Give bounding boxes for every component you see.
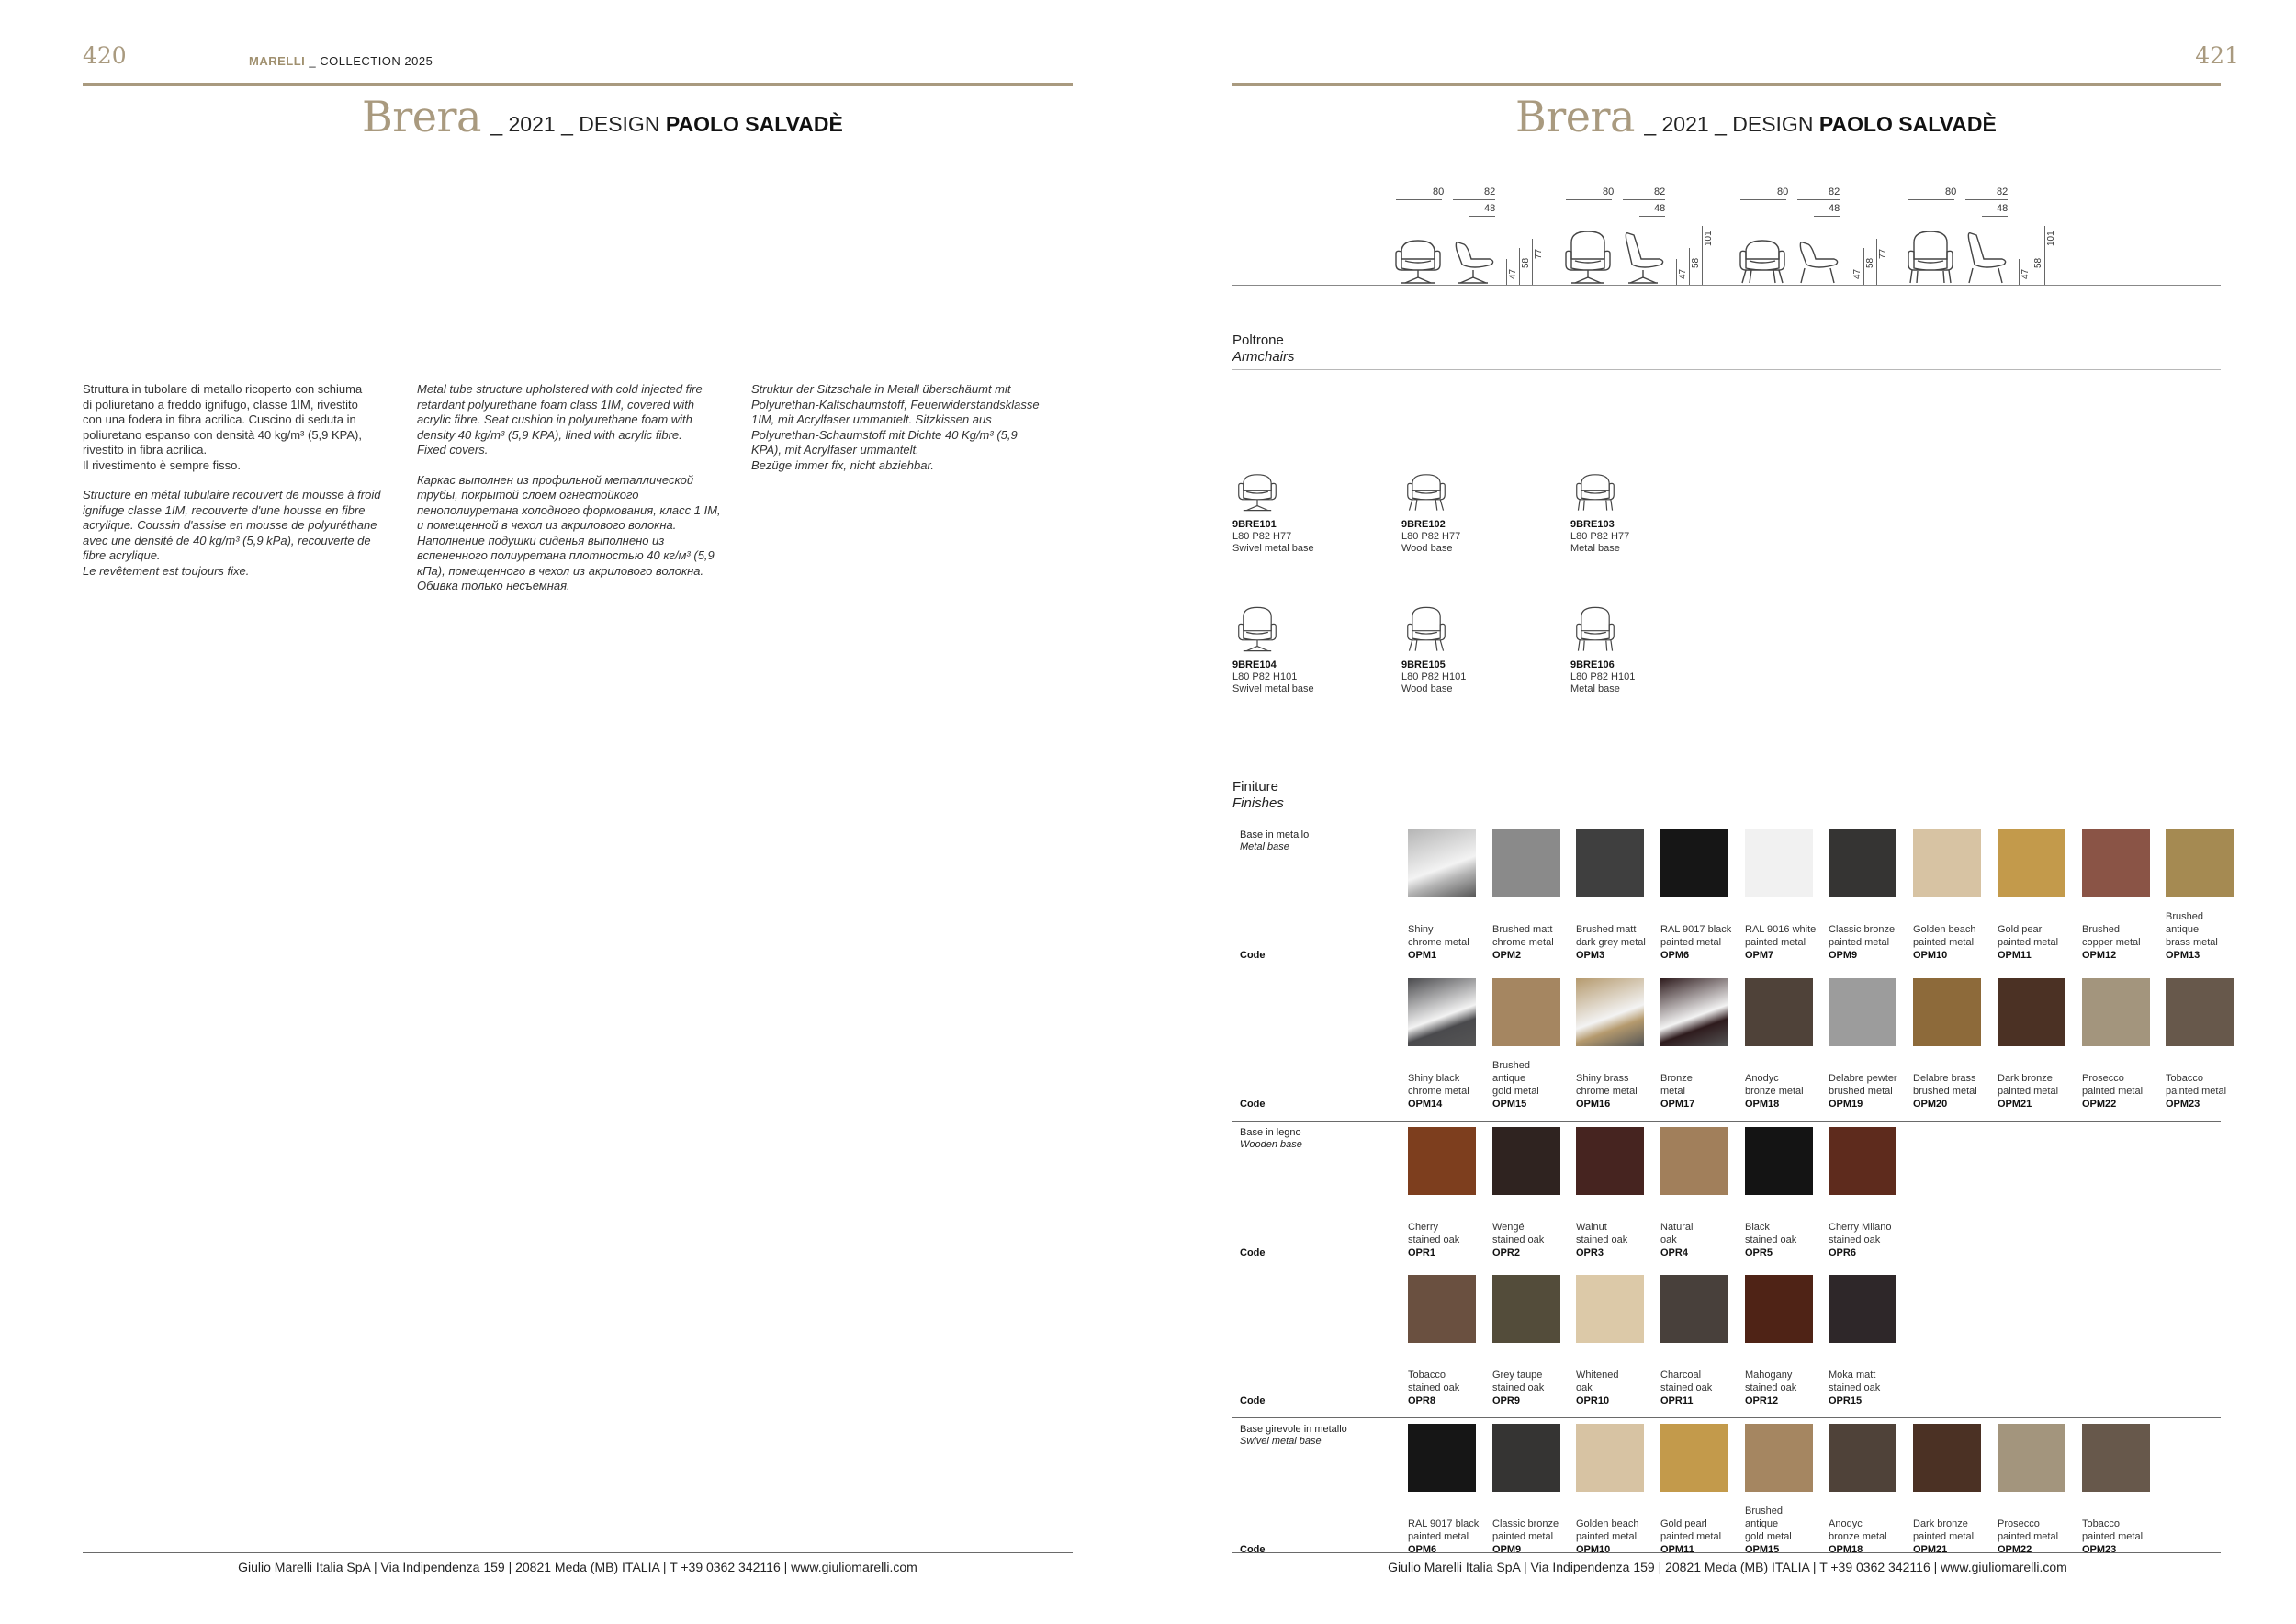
code-label: Code: [1240, 950, 1266, 961]
finish-code: OPM17: [1660, 1099, 1695, 1110]
finish-code: OPM3: [1576, 950, 1605, 961]
finish-code: OPM15: [1745, 1544, 1780, 1555]
finish-name: Brushed matt chrome metal: [1492, 924, 1554, 948]
product-name: Brera: [1515, 92, 1635, 141]
finish-swatch: [2082, 978, 2150, 1046]
finish-swatch: [1492, 1275, 1560, 1343]
brand-name: MARELLI: [249, 54, 306, 68]
finish-name: Tobacco painted metal: [2166, 1073, 2227, 1097]
finish-name: Prosecco painted metal: [1998, 1518, 2059, 1542]
finish-name: Brushed antique gold metal: [1745, 1506, 1792, 1542]
product-card: [1570, 464, 1708, 555]
dimension-group: [1566, 184, 1740, 287]
finish-group-rule: [1232, 1121, 2221, 1122]
finish-name: Charcoal stained oak: [1660, 1370, 1713, 1393]
product-code: 9BRE105: [1401, 660, 1446, 671]
finish-code: OPM23: [2082, 1544, 2117, 1555]
armchairs-title-it: Poltrone: [1232, 333, 1284, 348]
finish-code: OPM2: [1492, 950, 1522, 961]
finish-name: Brushed matt dark grey metal: [1576, 924, 1646, 948]
product-card: [1401, 604, 1539, 695]
description-french: Structure en métal tubulaire recouvert de mousse à froid ignifuge classe 1IM, recouverte d'une housse en fibre acrylique. Coussin d'assise en mousse de polyuréthane avec une densité de 40 kg/m³ (5,9 kPa), recouverte de fibre acrylique. Le revêtement est toujours fixe.: [83, 488, 381, 578]
finish-group-label-it: Base in metallo: [1240, 829, 1310, 840]
finish-swatch: [1829, 829, 1896, 897]
finish-code: OPR15: [1829, 1395, 1863, 1406]
finish-name: Black stained oak: [1745, 1222, 1797, 1246]
height-line: [1676, 259, 1677, 285]
finish-group-label: [1240, 829, 1309, 853]
armchair-icon: [1232, 464, 1370, 513]
width-value: 80: [1945, 186, 1957, 197]
finish-name: Brushed antique brass metal: [2166, 911, 2218, 948]
finish-code: OPM1: [1408, 950, 1437, 961]
finish-name: Tobacco stained oak: [1408, 1370, 1460, 1393]
footer-rule: [83, 1552, 1073, 1553]
finish-name: Shiny chrome metal: [1408, 924, 1469, 948]
finish-swatch: [1492, 978, 1560, 1046]
finish-name: Anodyc bronze metal: [1829, 1518, 1887, 1542]
height-value: 47: [1852, 268, 1863, 279]
height-value: 58: [2033, 257, 2043, 268]
finish-code: OPM21: [1913, 1544, 1948, 1555]
armchairs-rule: [1232, 369, 2221, 370]
product-size: L80 P82 H77: [1570, 531, 1630, 542]
product-title: [362, 92, 843, 141]
code-label: Code: [1240, 1247, 1266, 1258]
finish-name: Wengé stained oak: [1492, 1222, 1545, 1246]
finish-name: Anodyc bronze metal: [1745, 1073, 1804, 1097]
height-value: 47: [2020, 268, 2031, 279]
finish-group-rule: [1232, 1417, 2221, 1418]
armchair-icon: [1570, 464, 1708, 513]
finish-name: Moka matt stained oak: [1829, 1370, 1881, 1393]
product-size: L80 P82 H101: [1401, 671, 1467, 682]
finish-code: OPM10: [1913, 950, 1948, 961]
width-value: 80: [1603, 186, 1615, 197]
description-column-3: [751, 382, 1082, 488]
finish-code: OPR11: [1660, 1395, 1694, 1406]
finish-name: Shiny black chrome metal: [1408, 1073, 1469, 1097]
height-value: 101: [2046, 231, 2056, 246]
finish-swatch: [1408, 1127, 1476, 1195]
finish-group-label-en: Metal base: [1240, 841, 1289, 852]
finish-code: OPM6: [1408, 1544, 1437, 1555]
finish-code: OPM15: [1492, 1099, 1527, 1110]
finish-code: OPM13: [2166, 950, 2200, 961]
chair-front-view-icon: [1901, 228, 1960, 291]
finish-name: Dark bronze painted metal: [1998, 1073, 2059, 1097]
height-line: [1689, 248, 1690, 285]
finish-swatch: [1745, 1424, 1813, 1492]
finish-name: Delabre brass brushed metal: [1913, 1073, 1977, 1097]
seat-depth-value: 48: [1484, 203, 1496, 214]
product-year-design: _ 2021 _ DESIGN: [484, 112, 666, 136]
product-base: Metal base: [1570, 543, 1620, 554]
finish-name: Grey taupe stained oak: [1492, 1370, 1545, 1393]
finish-code: OPM11: [1660, 1544, 1694, 1555]
brand-header: [249, 54, 433, 68]
finish-swatch: [1660, 829, 1728, 897]
finishes-title-it: Finiture: [1232, 779, 1279, 795]
width-line: [1908, 199, 1954, 200]
finish-name: Bronze metal: [1660, 1073, 1693, 1097]
seat-depth-value: 48: [1654, 203, 1666, 214]
seat-depth-value: 48: [1997, 203, 2009, 214]
description-column-1: [83, 382, 413, 593]
finish-code: OPM20: [1913, 1099, 1948, 1110]
armchair-icon: [1401, 464, 1539, 513]
finish-code: OPM12: [2082, 950, 2117, 961]
height-value: 58: [1865, 257, 1875, 268]
finish-name: Delabre pewter brushed metal: [1829, 1073, 1897, 1097]
finish-name: Classic bronze painted metal: [1492, 1518, 1559, 1542]
height-value: 77: [1534, 248, 1544, 259]
height-value: 58: [1521, 257, 1531, 268]
height-line: [1702, 226, 1703, 285]
finish-code: OPR9: [1492, 1395, 1520, 1406]
height-line: [2019, 259, 2020, 285]
finish-code: OPM22: [2082, 1099, 2117, 1110]
depth-value: 82: [1829, 186, 1840, 197]
product-base: Wood base: [1401, 543, 1453, 554]
seat-depth-line: [1469, 216, 1495, 217]
finish-name: Walnut stained oak: [1576, 1222, 1628, 1246]
finish-swatch: [1576, 829, 1644, 897]
finish-group-label-en: Swivel metal base: [1240, 1436, 1322, 1447]
finish-swatch: [1998, 829, 2065, 897]
finish-code: OPR3: [1576, 1247, 1604, 1258]
depth-value: 82: [1484, 186, 1496, 197]
finish-group-label-en: Wooden base: [1240, 1139, 1302, 1150]
product-base: Wood base: [1401, 683, 1453, 694]
footer-contact: Giulio Marelli Italia SpA | Via Indipendenza 159 | 20821 Meda (MB) ITALIA | T +39 0362 342116 | www.giuliomarelli.com: [1388, 1560, 2067, 1574]
footer-contact: Giulio Marelli Italia SpA | Via Indipendenza 159 | 20821 Meda (MB) ITALIA | T +39 0362 342116 | www.giuliomarelli.com: [238, 1560, 917, 1574]
product-code: 9BRE103: [1570, 519, 1615, 530]
width-value: 80: [1433, 186, 1445, 197]
finish-swatch: [1576, 978, 1644, 1046]
height-value: 47: [1678, 268, 1688, 279]
finish-swatch: [1660, 1424, 1728, 1492]
finish-name: Gold pearl painted metal: [1998, 924, 2059, 948]
finish-name: RAL 9017 black painted metal: [1660, 924, 1732, 948]
finish-swatch: [2082, 1424, 2150, 1492]
finish-swatch: [1576, 1275, 1644, 1343]
code-label: Code: [1240, 1395, 1266, 1406]
product-size: L80 P82 H101: [1570, 671, 1636, 682]
height-line: [1506, 259, 1507, 285]
product-card: [1401, 464, 1539, 555]
finish-swatch: [1913, 1424, 1981, 1492]
finish-name: Whitened oak: [1576, 1370, 1619, 1393]
finish-code: OPM10: [1576, 1544, 1611, 1555]
description-russian: Каркас выполнен из профильной металлической трубы, покрытой слоем огнестойкого пенополиуретана холодного формования, класс 1 IM, и помещенной в чехол из акрилового волокна. Наполнение подушки сиденья выполнено из вспененного полиуретана плотностью 40 кг/м³ (5,9 кПа), помещенного в чехол из акрилового волокна. Обивка только несъемная.: [417, 472, 721, 592]
armchairs-title: [1232, 333, 1295, 366]
chair-side-view-icon: [1446, 228, 1504, 291]
designer-name: PAOLO SALVADÈ: [665, 112, 843, 136]
width-line: [1396, 199, 1442, 200]
finish-swatch: [1660, 1275, 1728, 1343]
finish-name: RAL 9016 white painted metal: [1745, 924, 1817, 948]
finish-name: Brushed copper metal: [2082, 924, 2141, 948]
dimension-group: [1908, 184, 2083, 287]
product-year-design: _ 2021 _ DESIGN: [1638, 112, 1819, 136]
finish-code: OPR6: [1829, 1247, 1856, 1258]
finish-code: OPR12: [1745, 1395, 1779, 1406]
finish-swatch: [1829, 978, 1896, 1046]
finish-code: OPM22: [1998, 1544, 2032, 1555]
finish-name: Cherry Milano stained oak: [1829, 1222, 1892, 1246]
product-name: Brera: [362, 92, 481, 141]
finish-swatch: [1576, 1424, 1644, 1492]
product-code: 9BRE102: [1401, 519, 1446, 530]
finish-swatch: [1576, 1127, 1644, 1195]
finish-swatch: [2166, 978, 2234, 1046]
description-column-2: [417, 382, 748, 609]
finish-code: OPM9: [1492, 1544, 1522, 1555]
designer-name: PAOLO SALVADÈ: [1818, 112, 1997, 136]
finish-swatch: [1829, 1424, 1896, 1492]
finish-code: OPM14: [1408, 1099, 1443, 1110]
finish-group-label: [1240, 1127, 1302, 1151]
height-value: 58: [1691, 257, 1701, 268]
product-title: [1515, 92, 1997, 141]
armchair-icon: [1401, 604, 1539, 654]
depth-line: [1797, 199, 1840, 200]
height-line: [1863, 248, 1864, 285]
finish-swatch: [1492, 1424, 1560, 1492]
code-label: Code: [1240, 1544, 1266, 1555]
finish-code: OPR8: [1408, 1395, 1435, 1406]
finish-code: OPM21: [1998, 1099, 2032, 1110]
chair-front-view-icon: [1733, 228, 1792, 291]
product-base: Swivel metal base: [1232, 683, 1314, 694]
product-code: 9BRE104: [1232, 660, 1277, 671]
finish-swatch: [1745, 1275, 1813, 1343]
finish-name: Natural oak: [1660, 1222, 1694, 1246]
chair-front-view-icon: [1389, 228, 1447, 291]
code-label: Code: [1240, 1099, 1266, 1110]
finish-name: Brushed antique gold metal: [1492, 1060, 1539, 1097]
product-base: Swivel metal base: [1232, 543, 1314, 554]
armchairs-title-en: Armchairs: [1232, 349, 1295, 365]
product-size: L80 P82 H77: [1401, 531, 1461, 542]
finish-swatch: [1829, 1275, 1896, 1343]
finish-code: OPM18: [1745, 1099, 1780, 1110]
collection-label: _ COLLECTION 2025: [305, 54, 433, 68]
product-card: [1570, 604, 1708, 695]
finish-code: OPR5: [1745, 1247, 1773, 1258]
finish-swatch: [2082, 829, 2150, 897]
finish-swatch: [1408, 978, 1476, 1046]
height-line: [1519, 248, 1520, 285]
finish-code: OPM16: [1576, 1099, 1611, 1110]
finish-swatch: [2166, 829, 2234, 897]
depth-value: 82: [1654, 186, 1666, 197]
dimension-group: [1396, 184, 1570, 287]
product-code: 9BRE101: [1232, 519, 1277, 530]
description-english: Metal tube structure upholstered with cold injected fire retardant polyurethane foam class 1IM, covered with acrylic fibre. Seat cushion in polyurethane foam with density 40 kg/m³ (5,9 KPA), lined with acrylic fibre. Fixed covers.: [417, 382, 703, 457]
height-value: 101: [1704, 231, 1714, 246]
page-number: 420: [83, 42, 127, 69]
finish-swatch: [1998, 978, 2065, 1046]
product-card: [1232, 464, 1370, 555]
depth-line: [1965, 199, 2008, 200]
finish-swatch: [1745, 829, 1813, 897]
footer-rule: [1232, 1552, 2221, 1553]
height-line: [1876, 239, 1877, 285]
finish-name: Mahogany stained oak: [1745, 1370, 1797, 1393]
finish-swatch: [1492, 1127, 1560, 1195]
finish-group-label-it: Base girevole in metallo: [1240, 1424, 1347, 1435]
finish-swatch: [1492, 829, 1560, 897]
height-value: 47: [1508, 268, 1518, 279]
finish-name: Golden beach painted metal: [1913, 924, 1976, 948]
finish-code: OPM11: [1998, 950, 2032, 961]
finish-name: Golden beach painted metal: [1576, 1518, 1639, 1542]
description-german: Struktur der Sitzschale in Metall überschäumt mit Polyurethan-Kaltschaumstoff, Feuerwiderstandsklasse 1IM, mit Acrylfaser ummantelt. Sitzkissen aus Polyurethan-Schaumstoff mit Dichte 40 Kg/m³ (5,9 KPA), mit Acrylfaser ummantelt. Bezüge immer fix, nicht abziehbar.: [751, 382, 1040, 472]
depth-value: 82: [1997, 186, 2009, 197]
finish-name: Gold pearl painted metal: [1660, 1518, 1722, 1542]
height-line: [1532, 239, 1533, 285]
finish-swatch: [1660, 978, 1728, 1046]
finish-code: OPM6: [1660, 950, 1690, 961]
seat-depth-line: [1982, 216, 2008, 217]
finish-name: Tobacco painted metal: [2082, 1518, 2144, 1542]
header-rule: [1232, 83, 2221, 86]
finish-code: OPM19: [1829, 1099, 1863, 1110]
finish-swatch: [1913, 978, 1981, 1046]
finish-swatch: [1408, 829, 1476, 897]
finish-swatch: [1660, 1127, 1728, 1195]
finish-code: OPM9: [1829, 950, 1858, 961]
chair-front-view-icon: [1559, 228, 1617, 291]
finish-name: RAL 9017 black painted metal: [1408, 1518, 1480, 1542]
finish-code: OPR10: [1576, 1395, 1610, 1406]
finish-swatch: [1829, 1127, 1896, 1195]
height-line: [2044, 226, 2045, 285]
seat-depth-value: 48: [1829, 203, 1840, 214]
finish-name: Shiny brass chrome metal: [1576, 1073, 1638, 1097]
armchair-icon: [1232, 604, 1370, 654]
finish-code: OPR4: [1660, 1247, 1688, 1258]
chair-side-view-icon: [1958, 228, 2017, 291]
product-card: [1232, 604, 1370, 695]
finish-name: Classic bronze painted metal: [1829, 924, 1896, 948]
finish-group-label: [1240, 1424, 1347, 1448]
finish-swatch: [1408, 1275, 1476, 1343]
finish-name: Cherry stained oak: [1408, 1222, 1460, 1246]
depth-line: [1623, 199, 1665, 200]
dimension-diagram: [1396, 184, 2056, 287]
height-value: 77: [1878, 248, 1888, 259]
finishes-title-en: Finishes: [1232, 795, 1284, 811]
width-line: [1740, 199, 1786, 200]
finish-swatch: [1998, 1424, 2065, 1492]
finish-code: OPM18: [1829, 1544, 1863, 1555]
chair-side-view-icon: [1615, 228, 1674, 291]
depth-line: [1453, 199, 1495, 200]
width-value: 80: [1777, 186, 1789, 197]
dimension-group: [1740, 184, 1915, 287]
product-size: L80 P82 H77: [1232, 531, 1292, 542]
finishes-title: [1232, 779, 1284, 812]
finish-swatch: [1745, 1127, 1813, 1195]
finish-name: Dark bronze painted metal: [1913, 1518, 1975, 1542]
product-base: Metal base: [1570, 683, 1620, 694]
finish-code: OPM23: [2166, 1099, 2200, 1110]
seat-depth-line: [1639, 216, 1665, 217]
finish-code: OPR2: [1492, 1247, 1520, 1258]
finish-code: OPM7: [1745, 950, 1774, 961]
finish-swatch: [1913, 829, 1981, 897]
finish-swatch: [1408, 1424, 1476, 1492]
armchair-icon: [1570, 604, 1708, 654]
finish-swatch: [1745, 978, 1813, 1046]
finish-name: Prosecco painted metal: [2082, 1073, 2144, 1097]
page-number: 421: [2195, 42, 2239, 69]
finish-code: OPR1: [1408, 1247, 1435, 1258]
description-italian: Struttura in tubolare di metallo ricoperto con schiuma di poliuretano a freddo ignifugo, classe 1IM, rivestito con una fodera in fibra acrilica. Cuscino di seduta in poliuretano espanso con densità 40 kg/m³ (5,9 KPA), rivestito in fibra acrilica. Il rivestimento è sempre fisso.: [83, 382, 363, 472]
seat-depth-line: [1814, 216, 1840, 217]
product-code: 9BRE106: [1570, 660, 1615, 671]
width-line: [1566, 199, 1612, 200]
header-rule: [83, 83, 1073, 86]
chair-side-view-icon: [1790, 228, 1849, 291]
finish-group-label-it: Base in legno: [1240, 1127, 1301, 1138]
product-size: L80 P82 H101: [1232, 671, 1298, 682]
